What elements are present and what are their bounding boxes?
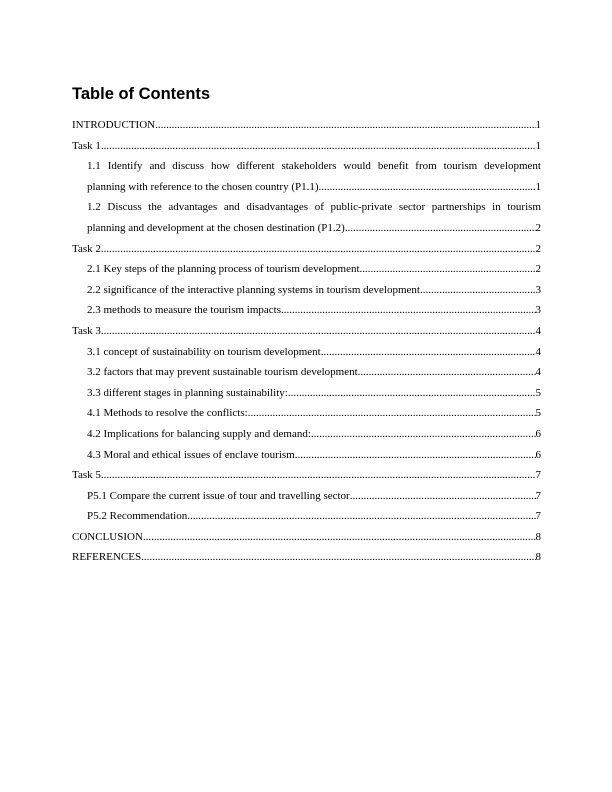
toc-page-number: 7 [535,489,541,502]
toc-entry-label: P5.2 Recommendation [87,510,188,523]
toc-page-number: 1 [535,139,541,152]
toc-entry-label: 4.2 Implications for balancing supply and demand: [87,427,311,440]
toc-entry-label-line1: 1.2 Discuss the advantages and disadvantages of public-private sector partnerships in tourism [87,201,541,214]
toc-page-number: 3 [535,304,541,317]
toc-page-number: 4 [535,324,541,337]
toc-entry-3-3[interactable] [72,383,541,404]
dot-leader [101,321,536,342]
toc-page-number: 1 [535,119,541,131]
toc-entry-label: 2.2 significance of the interactive planning systems in tourism development [87,283,420,296]
toc-entry-label: Task 2 [72,242,101,255]
toc-page-number: 2 [535,242,541,255]
toc-entry-label-line2: planning with reference to the chosen country (P1.1) [87,180,319,193]
dot-leader [155,115,535,136]
dot-leader [281,300,536,321]
toc-entry-task-5[interactable] [72,465,541,486]
toc-entry-1-2[interactable] [72,197,541,238]
toc-page-number: 6 [535,427,541,440]
toc-entry-1-1[interactable] [72,156,541,197]
toc-page-number: 4 [535,345,541,358]
toc-page-number: 7 [535,469,541,482]
toc-entry-label: Task 1 [72,139,101,152]
toc-entry-2-3[interactable] [72,300,541,321]
toc-entry-3-1[interactable] [72,342,541,363]
toc-page-number: 7 [535,510,541,523]
toc-page-number: 5 [535,386,541,399]
dot-leader [187,506,535,527]
toc-page-number: 2 [535,221,541,234]
dot-leader [288,383,536,404]
dot-leader [143,527,536,548]
dot-leader [420,280,536,301]
toc-entry-4-3[interactable] [72,445,541,466]
toc-page-number: 5 [535,407,541,420]
toc-entry-label-line1: 1.1 Identify and discuss how different stakeholders would benefit from tourism development [87,160,541,173]
toc-entry-label: 3.3 different stages in planning sustainability: [87,386,288,399]
dot-leader [101,136,536,157]
dot-leader [311,424,536,445]
toc-entry-label: P5.1 Compare the current issue of tour and travelling sector [87,489,350,502]
toc-entry-label-line2: planning and development at the chosen destination (P1.2) [87,221,345,234]
toc-entry-label: 4.1 Methods to resolve the conflicts: [87,407,248,420]
toc-page-number: 3 [535,283,541,296]
toc-entry-label: 3.1 concept of sustainability on tourism development [87,345,321,358]
toc-entry-label: CONCLUSION [72,530,143,543]
toc-entry-label: 2.1 Key steps of the planning process of tourism development [87,263,360,276]
dot-leader [350,486,536,507]
toc-entry-p5-1[interactable] [72,486,541,507]
toc-page-number: 1 [535,180,541,193]
dot-leader [358,362,536,383]
dot-leader [360,259,536,280]
dot-leader [319,177,536,198]
toc-entry-task-3[interactable] [72,321,541,342]
table-of-contents [72,115,541,568]
toc-entry-label: Task 5 [72,469,101,482]
toc-entry-introduction[interactable] [72,115,541,136]
toc-entry-2-2[interactable] [72,280,541,301]
toc-entry-4-2[interactable] [72,424,541,445]
toc-entry-3-2[interactable] [72,362,541,383]
toc-page-number: 8 [535,530,541,543]
dot-leader [345,218,536,239]
toc-entry-label: Task 3 [72,324,101,337]
toc-entry-label: 4.3 Moral and ethical issues of enclave tourism [87,448,295,461]
toc-title: Table of Contents [72,85,211,103]
dot-leader [101,465,536,486]
toc-entry-label: REFERENCES [72,551,142,564]
dot-leader [141,547,535,568]
toc-page-number: 8 [535,551,541,564]
toc-page-number: 2 [535,263,541,276]
toc-entry-references[interactable] [72,547,541,568]
dot-leader [101,239,536,260]
dot-leader [248,403,536,424]
toc-page-number: 4 [535,366,541,379]
dot-leader [295,445,536,466]
toc-entry-conclusion[interactable] [72,527,541,548]
toc-entry-4-1[interactable] [72,403,541,424]
toc-entry-label: 2.3 methods to measure the tourism impacts [87,304,281,317]
toc-entry-label: 3.2 factors that may prevent sustainable tourism development [87,366,358,379]
dot-leader [321,342,536,363]
toc-page-number: 6 [535,448,541,461]
toc-entry-2-1[interactable] [72,259,541,280]
toc-entry-p5-2[interactable] [72,506,541,527]
toc-entry-task-2[interactable] [72,239,541,260]
toc-entry-label: INTRODUCTION [72,119,156,131]
toc-entry-task-1[interactable] [72,136,541,157]
